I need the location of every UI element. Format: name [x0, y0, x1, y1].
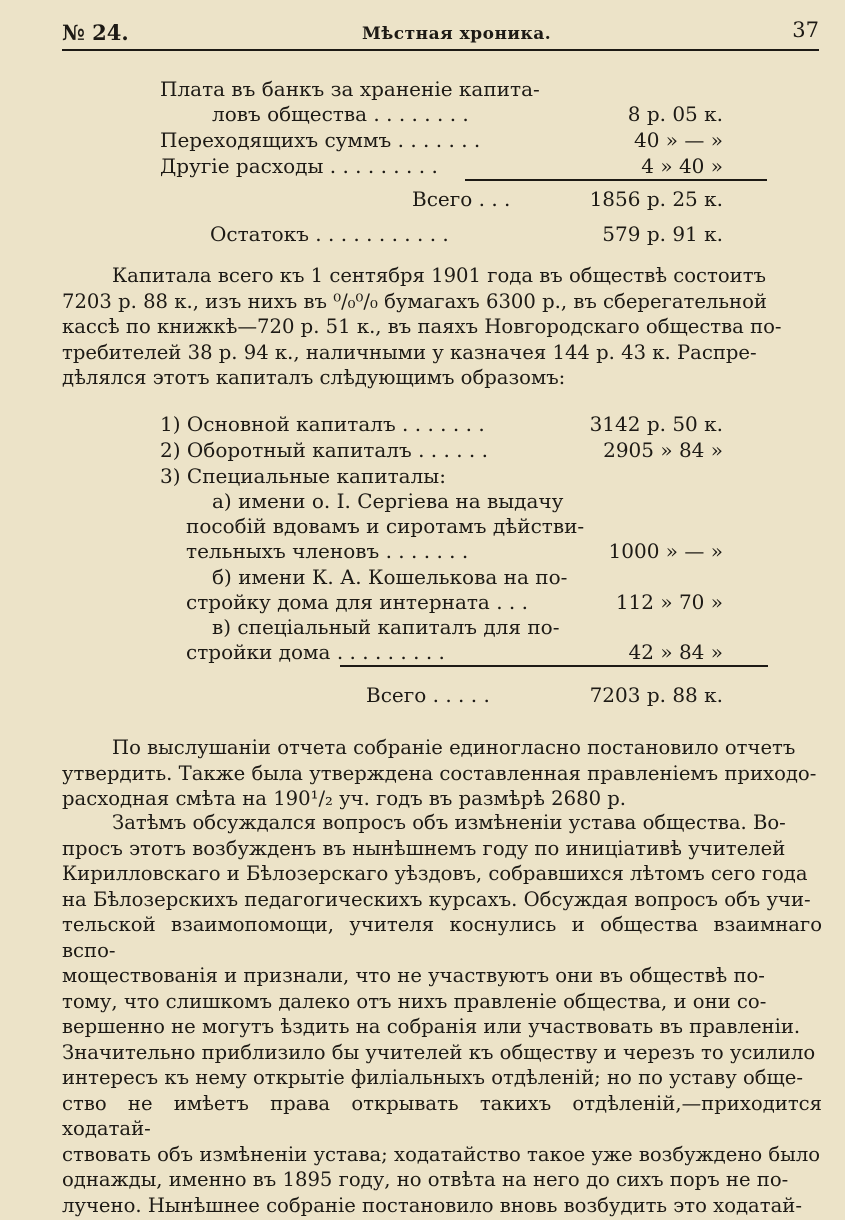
capital-item-label: пособій вдовамъ и сиротамъ дѣйстви- — [186, 514, 585, 538]
capital-item-amount: 2905 » 84 » — [603, 438, 723, 462]
para-line: тому, что слишкомъ далеко отъ нихъ правленіе общества, и они со- — [62, 989, 767, 1013]
capital-total-amount: 7203 р. 88 к. — [589, 683, 723, 707]
para-line: моществованія и признали, что не участвуютъ они въ обществѣ по- — [62, 964, 765, 987]
capital-item-label: 2) Оборотный капиталъ . . . . . . — [160, 438, 488, 462]
para-line: лучено. Нынѣшнее собраніе постановило вновь возбудить это ходатай- — [62, 1193, 802, 1217]
para-line: вершенно не могутъ ѣздить на собранія или участвовать въ правленіи. — [62, 1015, 801, 1038]
capital-item-label: тельныхъ членовъ . . . . . . . — [186, 539, 469, 563]
expense-amount: 40 » — » — [634, 128, 723, 152]
capital-item-label: а) имени о. І. Сергіева на выдачу — [212, 489, 564, 513]
expense-label-line: Переходящихъ суммъ . . . . . . . — [160, 128, 481, 152]
capital-total-label: Всего . . . . . — [366, 683, 490, 707]
para-line: расходная смѣта на 190¹/₂ уч. годъ въ размѣрѣ 2680 р. — [62, 787, 627, 810]
para-line: просъ этотъ возбужденъ въ нынѣшнемъ году по иниціативѣ учителей — [62, 836, 786, 860]
para-line: дѣлялся этотъ капиталъ слѣдующимъ образомъ: — [62, 366, 566, 389]
para-line: ство не имѣетъ права открывать такихъ отдѣленій,—приходится ходатай- — [62, 1091, 822, 1140]
expenses-total-amount: 1856 р. 25 к. — [589, 187, 723, 211]
para-text: Затѣмъ обсуждался вопросъ объ измѣненіи устава общества. Во- — [112, 811, 786, 834]
section-title: Мѣстная хроника. — [362, 24, 552, 44]
para-line: интересъ къ нему открытіе филіальныхъ отдѣленій; но по уставу обще- — [62, 1066, 803, 1089]
expenses-total-label: Всего . . . — [412, 187, 511, 211]
para-line — [62, 735, 822, 761]
para-text: Капитала всего къ 1 сентября 1901 года въ обществѣ состоитъ — [112, 264, 767, 287]
para-line: утвердить. Также была утверждена составленная правленіемъ приходо- — [62, 761, 817, 785]
capital-item-label: б) имени К. А. Кошелькова на по- — [212, 565, 568, 589]
capital-item-label: 3) Специальные капиталы: — [160, 464, 446, 488]
capital-item-amount: 42 » 84 » — [628, 640, 723, 664]
para-text: По выслушаніи отчета собраніе единогласно постановило отчетъ — [112, 736, 796, 759]
para-line: тельской взаимопомощи, учителя коснулись и общества взаимнаго вспо- — [62, 913, 822, 962]
capital-item-label: стройки дома . . . . . . . . . — [186, 640, 445, 664]
charter-paragraph — [62, 810, 822, 1218]
para-line: 7203 р. 88 к., изъ нихъ въ ⁰/₀⁰/₀ бумагахъ 6300 р., въ сберегательной — [62, 289, 767, 313]
expense-label-line: Плата въ банкъ за храненіе капита- — [160, 77, 540, 101]
expense-label-line: ловъ общества . . . . . . . . — [212, 102, 469, 126]
balance-amount: 579 р. 91 к. — [602, 222, 723, 246]
expense-amount: 8 р. 05 к. — [627, 102, 723, 126]
expense-amount: 4 » 40 » — [641, 154, 723, 178]
capital-item-label: 1) Основной капиталъ . . . . . . . — [160, 412, 485, 436]
para-line: ствовать объ измѣненіи устава; ходатайство такое уже возбуждено было — [62, 1142, 821, 1166]
para-line — [62, 810, 822, 836]
para-line: требителей 38 р. 94 к., наличными у казначея 144 р. 43 к. Распре- — [62, 340, 757, 364]
para-line: на Бѣлозерскихъ педагогическихъ курсахъ. Обсуждая вопросъ объ учи- — [62, 887, 811, 911]
capital-item-amount: 3142 р. 50 к. — [589, 412, 723, 436]
capital-item-amount: 1000 » — » — [608, 539, 723, 563]
para-line: кассѣ по книжкѣ—720 р. 51 к., въ паяхъ Новгородскаго общества по- — [62, 315, 782, 338]
issue-number: № 24. — [62, 20, 129, 45]
page-number: 37 — [792, 18, 819, 42]
capital-item-label: стройку дома для интерната . . . — [186, 590, 529, 614]
para-line: Кирилловскаго и Бѣлозерскаго уѣздовъ, собравшихся лѣтомъ сего года — [62, 862, 808, 885]
total-rule — [340, 665, 768, 667]
capital-item-label: в) спеціальный капиталъ для по- — [212, 615, 560, 639]
report-paragraph — [62, 735, 822, 812]
balance-label: Остатокъ . . . . . . . . . . . — [210, 222, 449, 246]
capital-item-amount: 112 » 70 » — [615, 590, 723, 614]
expense-label-line: Другіе расходы . . . . . . . . . — [160, 154, 438, 178]
para-line: однажды, именно въ 1895 году, но отвѣта на него до сихъ поръ не по- — [62, 1168, 789, 1191]
para-line: Значительно приблизило бы учителей къ обществу и черезъ то усилило — [62, 1040, 816, 1064]
